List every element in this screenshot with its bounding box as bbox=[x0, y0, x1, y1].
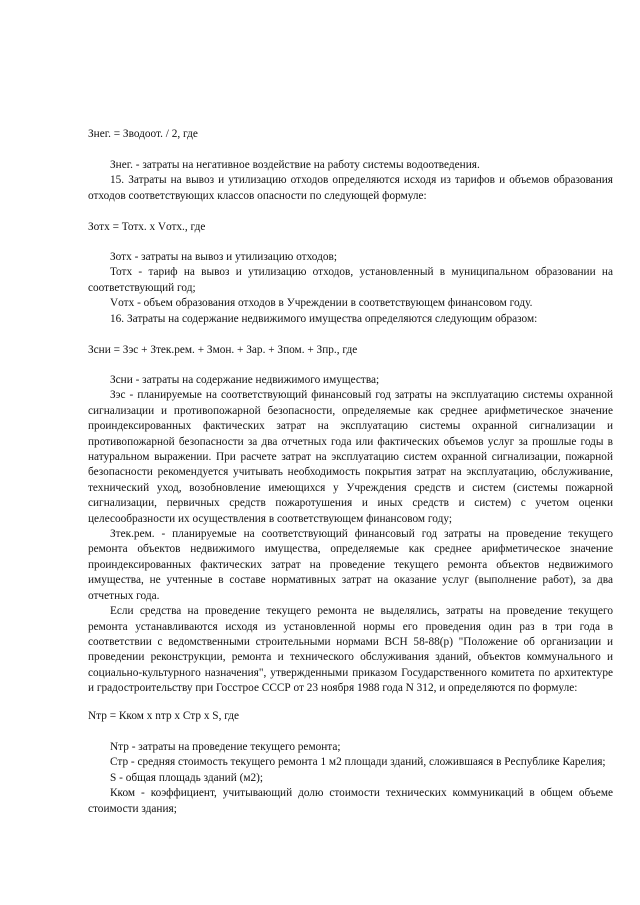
section-ntr-defs bbox=[88, 740, 613, 817]
definition-neg: Знег. - затраты на негативное воздействие на работу системы водоотведения. bbox=[110, 159, 480, 171]
section-sni-defs bbox=[88, 373, 613, 697]
formula-ntr: Nтр = Кком x nтр x Стр x S, где bbox=[88, 710, 240, 722]
paragraph-16: 16. Затраты на содержание недвижимого имущества определяются следующим образом: bbox=[110, 312, 538, 325]
definition-str: Стр - средняя стоимость текущего ремонта 1 м2 площади зданий, сложившаяся в Республике Карелия; bbox=[110, 756, 606, 769]
section-15 bbox=[88, 158, 613, 204]
section-otx-defs bbox=[88, 250, 613, 327]
formula-sni: Зсни = Зэс + Зтек.рем. + Змон. + Зар. + Зпом. + Зпр., где bbox=[88, 344, 358, 356]
paragraph-15: 15. Затраты на вывоз и утилизацию отходов определяются исходя из тарифов и объемов образования отходов соответствующих классов опасности по следующей формуле: bbox=[88, 174, 613, 202]
definition-s: S - общая площадь зданий (м2); bbox=[110, 771, 264, 784]
definition-tekrem: Зтек.рем. - планируемые на соответствующий финансовый год затраты на проведение текущего ремонта объектов недвижимого имущества, определяемые как среднее арифметическое значение проиндексированных фактических затрат на проведение текущего ремонта объектов недвижимого имущества, не учтенные в составе нормативных затрат на оказание услуг (выполнение работ), за два отчетных года. bbox=[88, 528, 613, 602]
formula-otx: Зотх = Тотх. x Vотх., где bbox=[88, 221, 206, 233]
definition-totx: Тотх - тариф на вывоз и утилизацию отходов, установленный в муниципальном образовании на соответствующий год; bbox=[88, 266, 613, 294]
paragraph-esli: Если средства на проведение текущего ремонта не выделялись, затраты на проведение текущего ремонта устанавливаются исходя из установленной нормы его проведения один раз в три года в соответствии с ведомственными строительными нормами ВСН 58-88(р) "Положение об организации и проведении реконструкции, ремонта и технического обслуживания зданий, объектов коммунального и социально-культурного назначения", утвержденными приказом Государственного комитета по архитектуре и градостроительству при Госстрое СССР от 23 ноября 1988 года N 312, и определяются по формуле: bbox=[88, 605, 613, 695]
definition-otx: Зотх - затраты на вывоз и утилизацию отходов; bbox=[110, 251, 337, 263]
formula-neg: Знег. = Зводоот. / 2, где bbox=[88, 128, 198, 140]
definition-sni: Зсни - затраты на содержание недвижимого имущества; bbox=[110, 374, 380, 386]
definition-es: Зэс - планируемые на соответствующий финансовый год затраты на эксплуатацию системы охранной сигнализации и противопожарной безопасности, определяемые как среднее арифметическое значение проиндексированных фактических затрат на эксплуатацию системы охранной сигнализации и противопожарной безопасности за два отчетных года или фактических объемов услуг за прошлые годы в натуральном выражении. При расчете затрат на эксплуатацию систем охранной сигнализации, пожарной безопасности рекомендуется учитывать необходимость покрытия затрат на эксплуатацию, обслуживание, технический уход, возобновление имеющихся у Учреждения средств и систем (системы пожарной сигнализации, первичных средств пожаротушения и иных средств и систем) с учетом оценки целесообразности их осуществления в соответствующем финансовом году; bbox=[88, 389, 613, 525]
definition-kkom: Кком - коэффициент, учитывающий долю стоимости технических коммуникаций в общем объеме стоимости здания; bbox=[88, 787, 613, 815]
definition-votx: Vотх - объем образования отходов в Учреждении в соответствующем финансовом году. bbox=[110, 297, 533, 310]
definition-ntr: Nтр - затраты на проведение текущего ремонта; bbox=[110, 741, 341, 753]
